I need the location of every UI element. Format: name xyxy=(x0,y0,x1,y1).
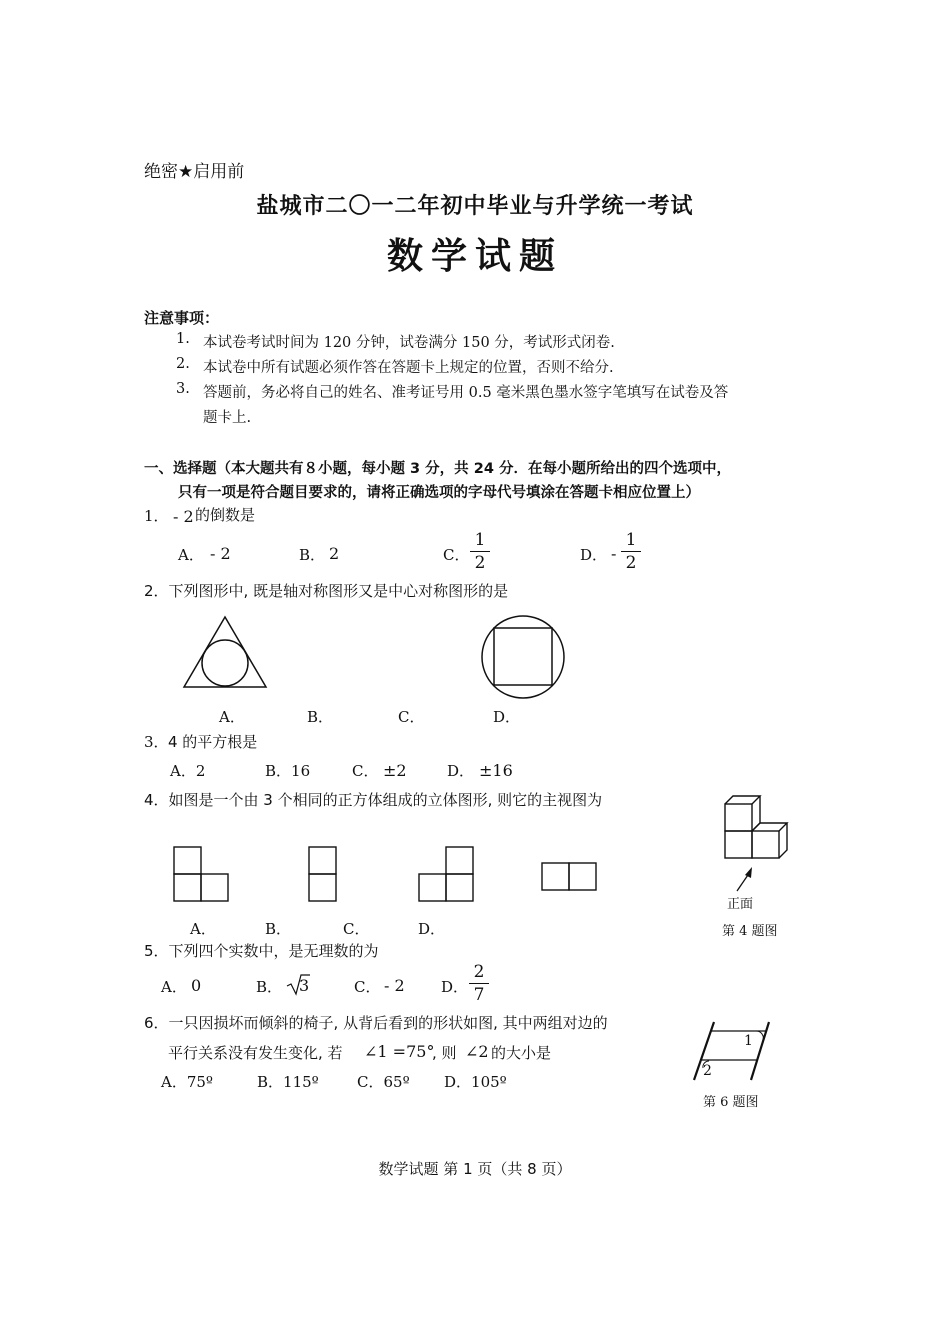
q1-expression: - 2 xyxy=(173,507,194,526)
q5-d-denominator: 7 xyxy=(473,985,485,1005)
q6-line2-pre: 平行关系没有发生变化, 若 xyxy=(168,1044,343,1062)
q3-option-b: B．16 xyxy=(265,762,311,780)
q3-option-a: A．2 xyxy=(170,762,206,780)
q6-angle2: ∠2 xyxy=(465,1042,489,1061)
q5-option-d-label: D． xyxy=(441,978,469,996)
q4-front-label: 正面 xyxy=(727,897,754,912)
q3-text: 4 的平方根是 xyxy=(168,733,258,751)
q6-option-b: B．115º xyxy=(257,1073,319,1091)
q6-option-c: C．65º xyxy=(357,1073,410,1091)
q6-line2-post: 的大小是 xyxy=(491,1044,552,1062)
q1-d-numerator: 1 xyxy=(625,530,637,550)
q2-label-a: A． xyxy=(219,708,245,726)
q4-label-c: C． xyxy=(343,920,370,938)
q2-label-d: D． xyxy=(493,708,521,726)
note-3-text: 答题前，务必将自己的姓名、准考证号用 0.5 毫米黑色墨水签字笔填写在试卷及答 xyxy=(203,385,729,401)
subject-title: 数学试题 xyxy=(386,236,563,277)
q3-option-c-label: C． xyxy=(352,762,379,780)
q3-option-d-value: ±16 xyxy=(479,761,513,780)
page-footer: 数学试题 第 1 页（共 8 页） xyxy=(378,1160,572,1178)
q5-text: 5．下列四个实数中，是无理数的为 xyxy=(144,942,379,960)
q4-label-a: A． xyxy=(190,920,216,938)
q1-option-d-label: D． xyxy=(580,546,608,564)
q5-option-c-label: C． xyxy=(354,978,381,996)
note-1-text: 本试卷考试时间为 120 分钟，试卷满分 150 分，考试形式闭卷. xyxy=(203,335,615,351)
section1-heading-line1: 一、选择题（本大题共有８小题，每小题 3 分，共 24 分．在每小题所给出的四个选项中， xyxy=(144,461,731,477)
q2-label-b: B． xyxy=(307,708,334,726)
q1-d-denominator: 2 xyxy=(625,553,637,573)
q1-option-d-sign: - xyxy=(611,544,617,563)
q1-option-a-value: - 2 xyxy=(210,544,231,563)
note-2-num: 2. xyxy=(176,356,190,372)
note-2-text: 本试卷中所有试题必须作答在答题卡上规定的位置，否则不给分. xyxy=(203,360,614,376)
q1-c-denominator: 2 xyxy=(474,553,486,573)
note-1-num: 1. xyxy=(176,331,190,347)
q1-text: 的倒数是 xyxy=(195,506,256,524)
q5-option-b-label: B． xyxy=(256,978,283,996)
confidential-mark: 绝密★启用前 xyxy=(144,162,245,182)
q6-figure-label-1: 1 xyxy=(744,1033,753,1049)
q1-option-c-label: C． xyxy=(443,546,470,564)
q6-figure-caption: 第 6 题图 xyxy=(703,1095,759,1110)
exam-title: 盐城市二〇一二年初中毕业与升学统一考试 xyxy=(256,194,694,219)
q6-angle1: ∠1 =75° xyxy=(364,1042,435,1061)
q5-option-b-value: 3 xyxy=(299,976,310,995)
note-3-num: 3. xyxy=(176,381,190,397)
q6-line2-mid: , 则 xyxy=(432,1044,457,1062)
q4-label-d: D． xyxy=(418,920,446,938)
q1-c-numerator: 1 xyxy=(474,530,486,550)
q1-option-a-label: A． xyxy=(178,546,204,564)
q6-option-d: D．105º xyxy=(444,1073,507,1091)
q1-option-b-label: B． xyxy=(299,546,326,564)
q3-option-c-value: ±2 xyxy=(383,761,407,780)
q2-text: 2．下列图形中, 既是轴对称图形又是中心对称图形的是 xyxy=(144,582,509,600)
q6-figure-label-2: 2 xyxy=(703,1063,712,1079)
q6-option-a: A．75º xyxy=(161,1073,213,1091)
note-3-cont: 题卡上. xyxy=(203,410,252,426)
q5-option-a-value: 0 xyxy=(191,976,202,995)
q3-option-d-label: D． xyxy=(447,762,475,780)
q4-text: 4．如图是一个由 3 个相同的正方体组成的立体图形, 则它的主视图为 xyxy=(144,791,603,809)
q1-number: 1． xyxy=(144,507,169,525)
q5-option-a-label: A． xyxy=(161,978,187,996)
q4-figure-caption: 第 4 题图 xyxy=(722,924,778,939)
q5-option-c-value: - 2 xyxy=(384,976,405,995)
q2-label-c: C． xyxy=(398,708,425,726)
section1-heading-line2: 只有一项是符合题目要求的，请将正确选项的字母代号填涂在答题卡相应位置上） xyxy=(178,485,700,501)
q5-d-numerator: 2 xyxy=(473,962,485,982)
q3-number: 3． xyxy=(144,733,169,751)
q4-label-b: B． xyxy=(265,920,292,938)
q1-option-b-value: 2 xyxy=(329,544,340,563)
notes-heading: 注意事项： xyxy=(144,309,220,327)
q6-line1: 6．一只因损坏而倾斜的椅子, 从背后看到的形状如图, 其中两组对边的 xyxy=(144,1014,608,1032)
